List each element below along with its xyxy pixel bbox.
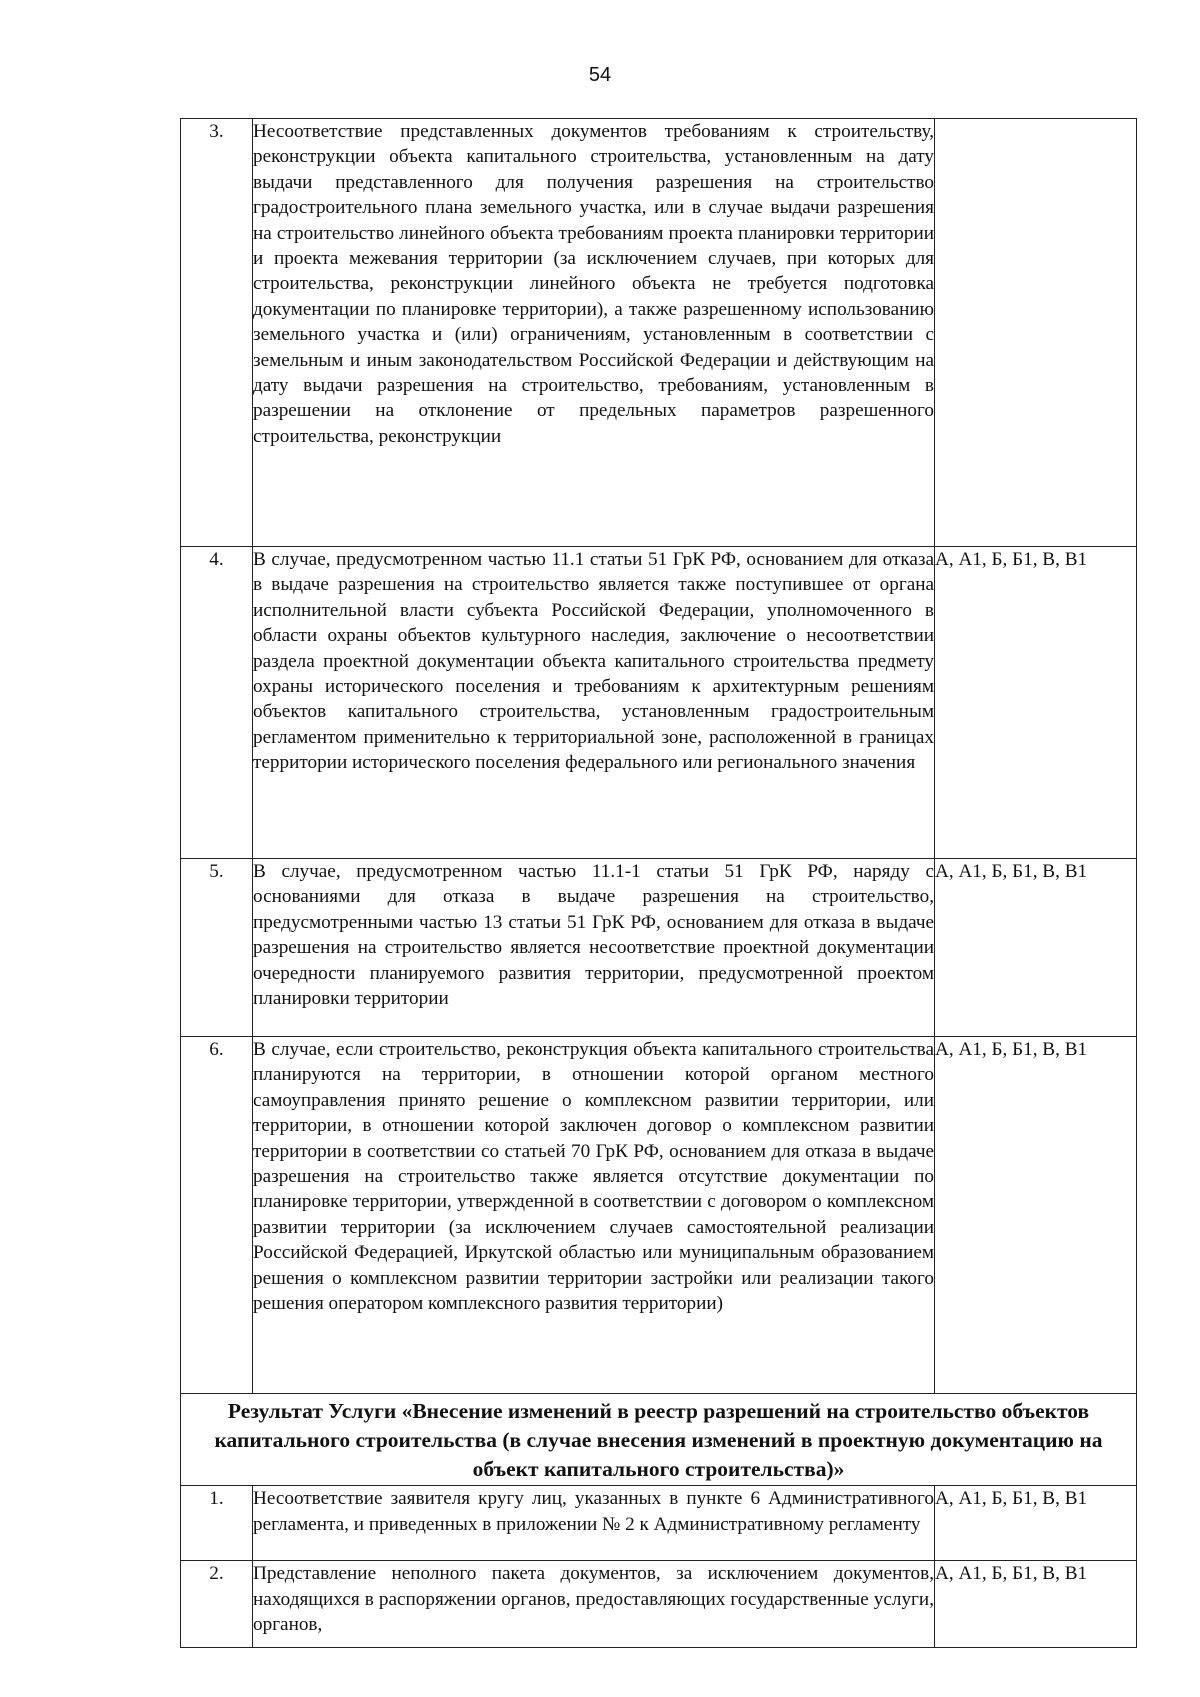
table-row [181,1561,1137,1648]
row-number: 3. [181,119,253,547]
row-applicant-codes: А, А1, Б, Б1, В, В1 [935,1037,1137,1394]
row-description: В случае, предусмотренном частью 11.1 статьи 51 ГрК РФ, основанием для отказа в выдаче разрешения на строительство является также поступившее от органа исполнительной власти субъекта Российской Федерации, уполномоченного в области охраны объектов культурного наследия, заключение о несоответствии раздела проектной документации объекта капитального строительства предмету охраны исторического поселения и требованиям к архитектурным решениям объектов капитального строительства, установленным градостроительным регламентом применительно к территориальной зоне, расположенной в границах территории исторического поселения федерального или регионального значения [253,547,935,859]
row-number: 6. [181,1037,253,1394]
row-description: В случае, если строительство, реконструкция объекта капитального строительства планируются на территории, в отношении которой органом местного самоуправления принято решение о комплексном развитии территории, или территории, в отношении которой заключен договор о комплексном развитии территории в соответствии со статьей 70 ГрК РФ, основанием для отказа в выдаче разрешения на строительство также является отсутствие документации по планировке территории, утвержденной в соответствии с договором о комплексном развитии территории (за исключением случаев самостоятельной реализации Российской Федерацией, Иркутской областью или муниципальным образованием решения о комплексном развитии территории застройки или реализации такого решения оператором комплексного развития территории) [253,1037,935,1394]
refusal-grounds-table [180,118,1137,1648]
row-number: 2. [181,1561,253,1648]
row-description: Несоответствие представленных документов требованиям к строительству, реконструкции объекта капитального строительства, установленным на дату выдачи представленного для получения разрешения на строительство градостроительного плана земельного участка, или в случае выдачи разрешения на строительство линейного объекта требованиям проекта планировки территории и проекта межевания территории (за исключением случаев, при которых для строительства, реконструкции линейного объекта не требуется подготовка документации по планировке территории), а также разрешенному использованию земельного участка и (или) ограничениям, установленным в соответствии с земельным и иным законодательством Российской Федерации и действующим на дату выдачи разрешения на строительство, требованиям, установленным в разрешении на отклонение от предельных параметров разрешенного строительства, реконструкции [253,119,935,547]
row-description: В случае, предусмотренном частью 11.1-1 статьи 51 ГрК РФ, наряду с основаниями для отказа в выдаче разрешения на строительство, предусмотренными частью 13 статьи 51 ГрК РФ, основанием для отказа в выдаче разрешения на строительство является несоответствие проектной документации очередности планируемого развития территории, предусмотренной проектом планировки территории [253,859,935,1037]
table-row [181,859,1137,1037]
row-number: 4. [181,547,253,859]
section-heading: Результат Услуги «Внесение изменений в реестр разрешений на строительство объектов капитального строительства (в случае внесения изменений в проектную документацию на объект капитального строительства)» [181,1394,1137,1486]
row-number: 5. [181,859,253,1037]
row-description: Представление неполного пакета документов, за исключением документов, находящихся в распоряжении органов, предоставляющих государственные услуги, органов, [253,1561,935,1648]
row-applicant-codes: А, А1, Б, Б1, В, В1 [935,859,1137,1037]
row-number: 1. [181,1486,253,1561]
table-row [181,119,1137,547]
page-number: 54 [588,64,612,86]
row-description: Несоответствие заявителя кругу лиц, указанных в пункте 6 Административного регламента, и приведенных в приложении № 2 к Административному регламенту [253,1486,935,1561]
row-applicant-codes [935,119,1137,547]
table-row [181,1037,1137,1394]
table-row [181,547,1137,859]
table-row [181,1486,1137,1561]
section-heading-row [181,1394,1137,1486]
row-applicant-codes: А, А1, Б, Б1, В, В1 [935,1561,1137,1648]
row-applicant-codes: А, А1, Б, Б1, В, В1 [935,547,1137,859]
row-applicant-codes: А, А1, Б, Б1, В, В1 [935,1486,1137,1561]
